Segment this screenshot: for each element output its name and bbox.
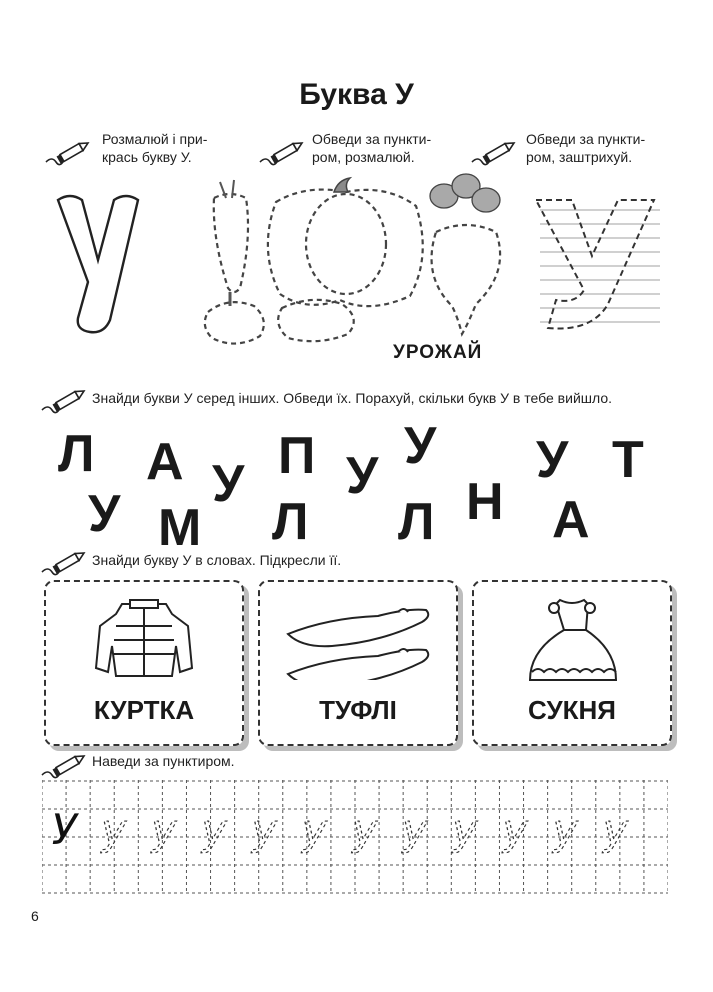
trace-letter-dashed[interactable]: у: [247, 805, 282, 854]
pencil-icon: [44, 142, 90, 168]
card-word: СУКНЯ: [528, 695, 616, 725]
scatter-letter[interactable]: Л: [58, 425, 95, 483]
pencil-icon: [258, 142, 304, 168]
trace-letter-dashed[interactable]: у: [498, 805, 532, 854]
dashed-letter-u[interactable]: [530, 190, 670, 340]
pencil-icon: [40, 755, 86, 781]
page-title: Буква У: [299, 78, 414, 111]
scatter-letter[interactable]: Т: [612, 431, 644, 489]
scatter-letter[interactable]: У: [212, 455, 245, 513]
instruction-color: Розмалюй і при- крась букву У.: [102, 131, 208, 165]
harvest-vegetables[interactable]: [196, 172, 526, 347]
instruction-trace-hatch: Обведи за пункти- ром, заштрихуй.: [526, 131, 646, 165]
trace-letter-dashed[interactable]: у: [297, 805, 332, 854]
page-number: 6: [31, 908, 39, 924]
shoes-icon: [282, 600, 434, 680]
scatter-letter[interactable]: У: [536, 431, 569, 489]
scatter-letter[interactable]: А: [146, 433, 184, 491]
pencil-icon: [470, 142, 516, 168]
card-word: КУРТКА: [93, 695, 195, 725]
trace-letter-dashed[interactable]: у: [548, 805, 583, 854]
trace-letter-dashed[interactable]: у: [448, 805, 482, 854]
jacket-icon: [92, 596, 196, 680]
card-word: ТУФЛІ: [319, 695, 397, 725]
trace-letter-dashed[interactable]: у: [347, 805, 382, 854]
trace-letter-dashed[interactable]: у: [598, 805, 633, 854]
trace-letter-dashed[interactable]: у: [97, 805, 131, 854]
scatter-letter[interactable]: У: [346, 447, 379, 505]
scatter-letter[interactable]: У: [88, 485, 121, 543]
trace-letter-solid[interactable]: У: [46, 805, 82, 854]
writing-practice-grid[interactable]: [42, 780, 668, 894]
scatter-letter[interactable]: Н: [466, 473, 504, 531]
pencil-icon: [40, 390, 86, 416]
scatter-letter[interactable]: Л: [398, 493, 435, 551]
instruction-trace-line: Наведи за пунктиром.: [92, 753, 235, 769]
scatter-letter[interactable]: А: [552, 491, 590, 549]
card-shoes[interactable]: [258, 580, 458, 746]
instruction-find-in-words: Знайди букву У в словах. Підкресли її.: [92, 552, 342, 568]
instruction-find-letters: Знайди букви У серед інших. Обведи їх. Порахуй, скільки букв У в тебе вийшло.: [92, 390, 612, 406]
card-jacket[interactable]: [44, 580, 244, 746]
card-dress[interactable]: [472, 580, 672, 746]
trace-letter-dashed[interactable]: у: [398, 805, 432, 854]
outlined-letter-u[interactable]: [40, 190, 160, 340]
instruction-trace-color: Обведи за пункти- ром, розмалюй.: [312, 131, 432, 165]
dress-icon: [524, 594, 620, 686]
scatter-letter[interactable]: У: [404, 417, 437, 475]
scatter-letter[interactable]: М: [158, 499, 202, 557]
harvest-label: УРОЖАЙ: [393, 342, 483, 363]
trace-letter-dashed[interactable]: у: [147, 805, 181, 854]
trace-letter-dashed[interactable]: у: [197, 805, 231, 854]
scatter-letter[interactable]: П: [278, 427, 316, 485]
scatter-letter[interactable]: Л: [272, 493, 309, 551]
pencil-icon: [40, 552, 86, 578]
